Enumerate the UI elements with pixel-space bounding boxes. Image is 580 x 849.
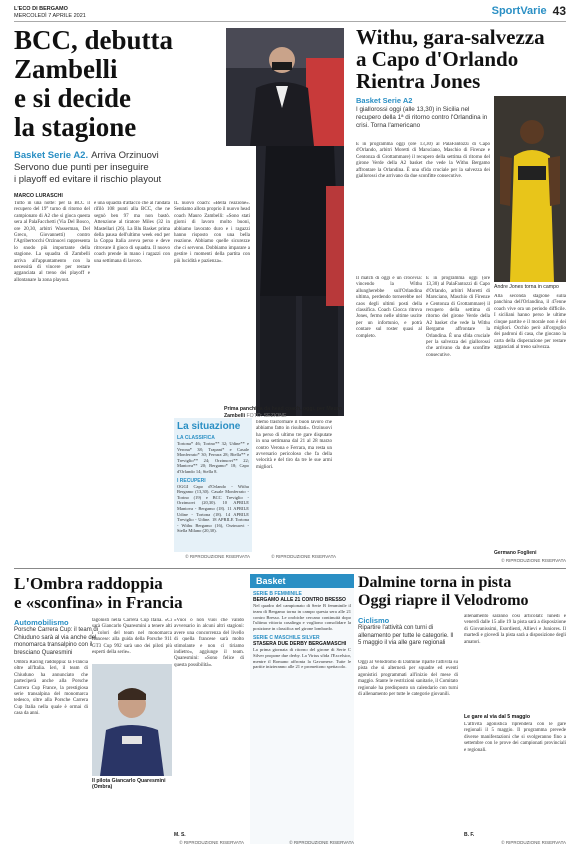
article2-headline [356,26,566,92]
headline-line: e si decide [14,83,131,113]
basket-end: © RIPRODUZIONE RISERVATA [289,840,354,845]
article2-subhead: I giallorossi oggi (alle 13,30) in Sicilia nel recupero della 1ª di ritorno contro l'Orlandina in crisi. Torna l'americano [356,106,488,129]
headline-line: BCC, debutta [14,25,174,55]
brief1-text: Nel quadro del campionato di Serie B femminile il team di Bergamo torna in campo questa sera alle 21 contro Bresso. Le orobiche cercano continuità dopo l'ultima vittoria casalinga e vogliono consolidare la posizione in classifica nel girone lombardo. [253,603,351,632]
standings-text: Tortona* 46; Torino** 32; Udine** e Verona* 38; Trapani* e Casale Monferrato* 30; Ferrara 28; Biella** e Treviglio** 24; Orzinuovi** 22; Mantova** 20; Bergamo* 18; Capo d'Orlando 14; Stella 8. [177,441,249,474]
article2-col1a: È in programma oggi (ore 13,30) al PalaFantozzi di Capo d'Orlando, arbitri Moretti di Marsciano, Maschio di Firenze e Centonza di Grottammare) il recupero della settima di ritorno del girone Verde della A2 basket che vede la Withu Bergamo affrontare la Orlandina. È una sfida cruciale per la salvezza dei giallorossi che arrivano da due sconfitte consecutive. [356,142,490,180]
caption-text: Prima panchina da head coach, oggi, per Mauro Zambelli [224,406,342,419]
jones-photo [494,96,566,282]
standings-heading: LA CLASSIFICA [177,435,215,441]
headline-line: Zambelli [14,54,118,84]
article1-end: © RIPRODUZIONE RISERVATA [185,554,250,559]
brief2-text: La prima giornata di ritorno del girone di Serie C Silver propone due derby. La Virtus sfida l'Excelsior, mentre il Romano affronta la Gavarnese. Tutte le partite inizieranno alle 21 e promettono spettacolo. [253,646,351,670]
page-header-right [492,4,566,18]
article2-col3: Alla seconda stagione sulla panchina dell'Orlandina, il 47enne coach vive ora un periodo difficile. I siciliani hanno perso le ultime cinque partite e il morale non è dei migliori. Occhio però all'orgoglio dei padroni di casa, che giocano la carta della disperazione per restare agganciati al treno salvezza. [494,294,566,351]
recoveries-heading: I RECUPERI [177,477,206,484]
headline-line: Dalmine torna in pista [358,574,512,591]
article4-kicker: Ciclismo [358,616,390,625]
coach-photo-image [226,28,344,146]
article4-subhead: Ripartire l'attività con turni di allenamento per tutte le categorie. Il 5 maggio il via alle gare regionali [358,625,454,647]
article4-end: © RIPRODUZIONE RISERVATA [501,840,566,845]
standings-title: La situazione [177,421,241,432]
headline-line: Withu, gara-salvezza [356,25,545,49]
article1-col1: Tutto in una notte: per la BCC il recupero del 19° turno di ritorno del campionato di A2 che si gioca questa sera al PalaFacchetti (Via Del Bosco, ore 20,30, arbitri Wasserman, Del Greco, Giovannetti) contro l'Agribertocchi Orzinuovi rappresenta lo snodo più importante della stagione. La squadra di Zambelli arriva all'appuntamento con la necessità di vincere per restare agganciata al treno dei playoff e allontanare la zona playout. [14,201,90,283]
issue-date: MERCOLEDÌ 7 APRILE 2021 [14,13,86,19]
article4-byline: B. F. [464,832,475,838]
headline-line: e «sconfina» in Francia [14,593,183,612]
basket-briefs [250,574,354,844]
article2-kicker: Basket Serie A2 [356,96,413,105]
article3-col2: tagonisti nella Carrera Cup Italia. «Ci sarà Giancarlo Quaresmini a tenere alti i colori del team nel monomarca francese: alla guida della Porsche 911 GT3 Cup 992 sarà uno dei piloti più esperti della serie». [92,618,172,656]
article3-end: © RIPRODUZIONE RISERVATA [179,840,244,845]
coach-photo-lower [256,146,344,416]
brief2-heading: SERIE C MASCHILE SILVER [253,634,320,641]
article2-end: © RIPRODUZIONE RISERVATA [501,558,566,563]
article1-col3: IL nuovo coach: «Bella reazione». Sentiamo allora proprio il nuovo head coach Mauro Zambelli: «Sono stati giorni di lavoro molto buoni, abbiamo lavorato duro e i ragazzi hanno risposto con una bella reazione. Abbiamo quelle sicurezze che ci servono. Dobbiamo imparare a gestire i momenti della partita con più lucidità e pazienza». [174,201,250,264]
headline-line: la stagione [14,112,137,142]
brief2-subheading: STASERA DUE DERBY BERGAMASCHI [253,640,347,647]
section-rule [14,568,566,569]
page-number: 43 [552,4,566,18]
article3-subhead: Porsche Carrera Cup: il team di Chiuduno sarà al via anche del monomarca transalpino con il bresciano Quaresmini [14,627,99,656]
quaresmini-photo [92,664,172,776]
article3-headline [14,574,234,612]
masthead [14,6,86,20]
headline-line: a Capo d'Orlando [356,47,519,71]
article3-byline: M. S. [174,832,186,838]
article4-col2: allenamento saranno così articolati: lunedì e venerdì dalle 15 alle 19 la pista sarà a disposizione di Giovanissimi, Esordienti, Allievi e Juniores. Il martedì e giovedì la pista sarà a disposizione degli amatori. [464,614,566,645]
basket-band: Basket [250,574,354,588]
article1-col4: blemo trasformare il buon lavoro che abbiamo fatto in risultati». Orzinuovi ha perso di ultimo tre gare disputate in una settimana dal 21 al 28 marzo contro Verona e Ferrara, ma resta un avversario pericoloso che fa della velocità e del tiro da tre le sue armi migliori. [256,420,332,470]
article2-col1: Il match di oggi è un crocevia: vincendo la Withu allungherebbe sull'Orlandina ultima, perdendo tornerebbe nel caos degli ultimi posti della classifica. Coach Ciocca ritrova Jones, fermo nelle ultime uscite per un infortunio, e potrà contare sul roster quasi al completo. [356,276,422,339]
article3-col1: Ombra Racing raddoppia: la Francia oltre all'Italia. Ieri, il team di Chiuduno ha annunciato che parteciperà anche alla Porsche Carrera Cup France, la prestigiosa serie transalpina del monomarca tedesco, oltre alla Porsche Carrera Cup Italia nella quale è ormai di casa da anni. [14,660,88,717]
article4-col3: L'attività agonistica riprenderà con le gare regionali il 5 maggio. Il programma prevede diverse manifestazioni che si svolgeranno fino a settembre con le prove dei campionati provinciali e regionali. [464,722,566,753]
brief1-heading: SERIE B FEMMINILE [253,591,302,597]
article1-col2: è una squadra d'attacco che al l'andata rifilò 108 punti alla BCC, che ne segnò ben 97 ma non bastò. Attenzione al tiratore Miles (32 in Mastellari (26). La Blu Basket prima della pausa dell'ultimo week end per la Coppa Italia aveva perso e deve ritrovare il gioco di squadra. Il nuovo coach prende in mano i ragazzi con una settimana di lavoro. [94,201,170,264]
recoveries-text: OGGI Capo d'Orlando - Withu Bergamo (13,30). Casale Monferrato - Torino (19) e BCC Treviglio - Orzinuovi (20,30). 10 APRILE Mantova - Bergamo (18). 11 APRILE Udine - Tortona (18). 14 APRILE Treviglio - Udine. 18 APRILE Tortona - Withu Bergamo (16), Orzinuovi - Stella Milano (20,30). [177,483,249,534]
coach-photo [226,28,344,146]
quaresmini-photo-image [92,664,172,776]
standings-box [174,418,252,552]
kicker: Basket Serie A2. [14,150,89,161]
article1-headline [14,26,224,142]
article4-headline [358,574,568,610]
jones-photo-caption: Andre Jones torna in campo [494,284,559,290]
subhead-line: Arriva Orzinuovi [91,150,159,161]
header-rule [14,21,566,22]
headline-line: Oggi riapre il Velodromo [358,592,529,609]
article2-byline: Germano Foglieni [494,550,537,556]
article1b-end: © RIPRODUZIONE RISERVATA [271,554,336,559]
article4-col1: Oggi al Velodromo di Dalmine riparte l'attività su pista che si alternerà per squadre ed eventi agonistici programmati all'inizio del mese di maggio. Stante le restrizioni sanitarie, il Comitato regionale ha predisposto un calendario con turni di allenamento per tutte le categorie giovanili. [358,660,458,698]
subhead-line: Servono due punti per inseguire [14,162,149,173]
headline-line: Rientra Jones [356,69,481,93]
article3-col3: «Vuoi o non vuoi che valido avversario in alcuni altri stagioni: avere una concorrenza del livello di quella francese sarà molto stimolante e non ci tiriamo indietro», aggiunge il team. Quaresmini: «Sono felice di questa possibilità». [174,618,244,668]
article4-subtitle: Le gare al via dal 5 maggio [464,714,531,720]
subhead-line: i playoff ed evitare il rischio playout [14,174,162,185]
paper-name: L'ECO DI BERGAMO [14,6,68,12]
headline-line: L'Ombra raddoppia [14,574,163,593]
photo-credit: FOTO: SEZIONE [246,412,287,419]
jones-photo-image [494,96,566,282]
article2-col2: È in programma oggi (ore 13,30) al PalaFantozzi di Capo d'Orlando, arbitri Moretti di Marsciano, Maschio di Firenze e Centonza di Grottammare) il recupero della settima di ritorno del girone Verde della A2 basket che vede la Withu Bergamo affrontare la Orlandina. È una sfida cruciale per la salvezza dei giallorossi che arrivano da due sconfitte consecutive. [426,276,490,358]
article3-kicker: Automobilismo [14,618,69,627]
coach-body-image [256,146,344,416]
brief1-subheading: BERGAMO ALLE 21 CONTRO BRESSO [253,597,346,603]
article1-byline: MARCO LURASCHI [14,193,63,199]
section-name: SportVarie [491,5,547,17]
quaresmini-caption: Il pilota Giancarlo Quaresmini (Ombra) [92,778,166,790]
